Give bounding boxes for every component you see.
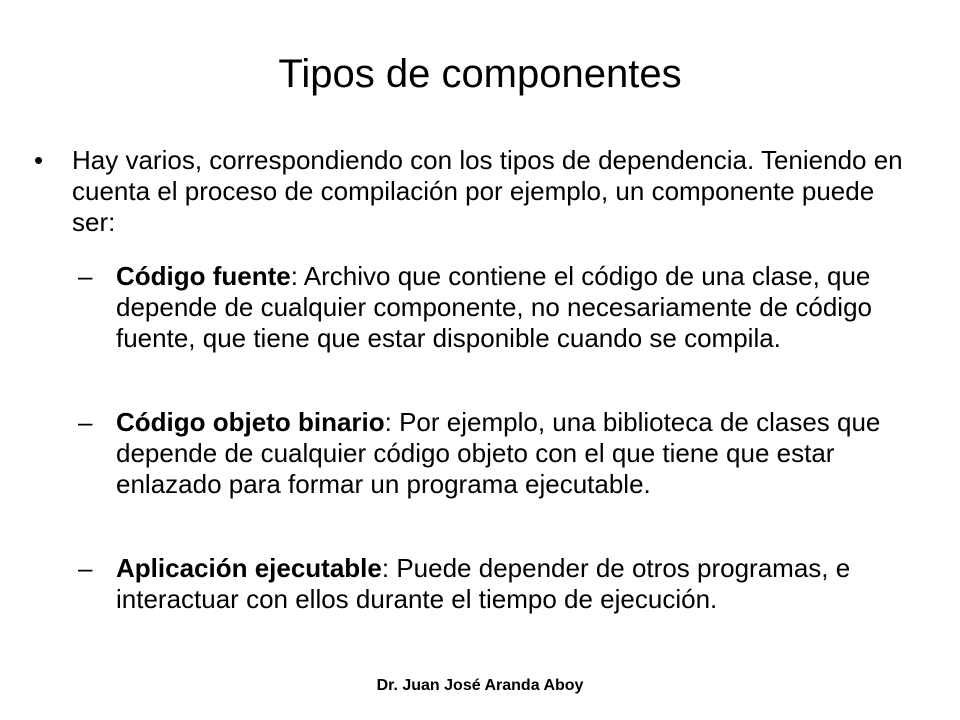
- sub-item-marker: –: [78, 407, 93, 437]
- sub-item-codigo-fuente: [78, 261, 908, 354]
- slide-title: Tipos de componentes: [278, 52, 682, 96]
- sub-item-term: Código objeto binario: [116, 407, 385, 437]
- sub-item-text-container: [116, 407, 908, 500]
- main-bullet: [34, 145, 924, 238]
- sub-item-codigo-objeto-binario: [78, 407, 908, 500]
- main-bullet-text: Hay varios, correspondiendo con los tipos de dependencia. Teniendo en cuenta el proceso de compilación por ejemplo, un componente puede ser:: [72, 145, 903, 237]
- sub-item-aplicacion-ejecutable: [78, 553, 908, 615]
- sub-item-marker: –: [78, 553, 93, 583]
- sub-item-text-container: [116, 261, 908, 354]
- sub-item-term: Código fuente: [116, 261, 291, 291]
- sub-item-text-container: [116, 553, 908, 615]
- sub-item-term: Aplicación ejecutable: [116, 553, 382, 583]
- sub-item-description: : Por ejemplo, una biblioteca de clases que depende de cualquier código objeto con el que tiene que estar enlazado para formar un programa ejecutable.: [116, 407, 881, 499]
- slide-footer-author: Dr. Juan José Aranda Aboy: [376, 677, 584, 694]
- bullet-marker: •: [34, 145, 44, 175]
- sub-item-marker: –: [78, 261, 93, 291]
- sub-item-description: : Puede depender de otros programas, e interactuar con ellos durante el tiempo de ejecución.: [116, 553, 851, 614]
- sub-item-description: : Archivo que contiene el código de una clase, que depende de cualquier componente, no necesariamente de código fuente, que tiene que estar disponible cuando se compila.: [116, 261, 872, 353]
